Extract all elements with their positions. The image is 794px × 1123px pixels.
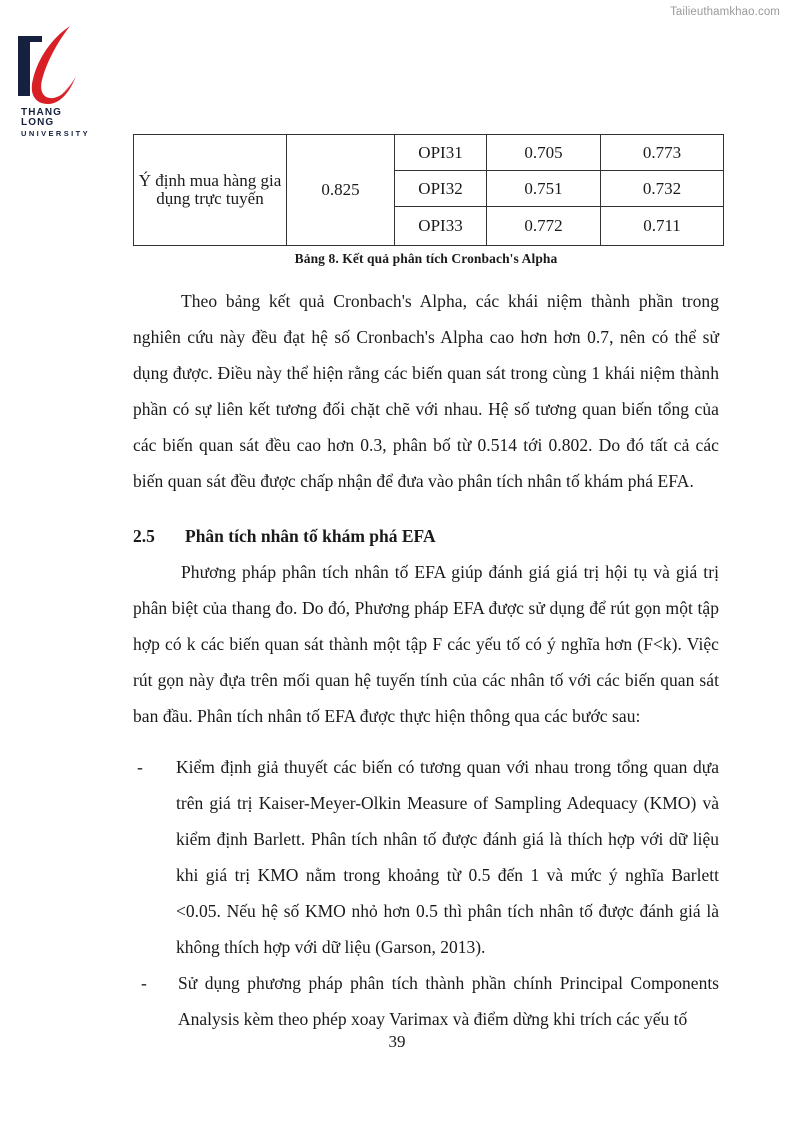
list-item: [133, 749, 719, 965]
section-number: 2.5: [133, 526, 155, 547]
item-value1-cell: 0.751: [487, 171, 601, 207]
logo-line-2: UNIVERSITY: [21, 129, 91, 138]
alpha-value-cell: 0.825: [287, 135, 395, 246]
bullet-dash: -: [137, 756, 143, 777]
thang-long-logo-icon: [8, 24, 90, 112]
item-code-cell: OPI32: [395, 171, 487, 207]
section-heading-efa: [133, 519, 719, 554]
section-title: Phân tích nhân tố khám phá EFA: [185, 526, 436, 547]
paragraph-cronbach-summary: Theo bảng kết quả Cronbach's Alpha, các khái niệm thành phần trong nghiên cứu này đều đạt hệ số Cronbach's Alpha cao hơn hơn 0.7, nên có thể sử dụng được. Điều này thể hiện rằng các biến quan sát trong cùng 1 khái niệm thành phần có sự liên kết tương đối chặt chẽ với nhau. Hệ số tương quan biến tổng của các biến quan sát đều cao hơn 0.3, phân bố từ 0.514 tới 0.802. Do đó tất cả các biến quan sát đều được chấp nhận để đưa vào phân tích nhân tố khám phá EFA.: [133, 291, 719, 492]
watermark-text: Tailieuthamkhao.com: [670, 6, 780, 18]
logo-wordmark: [21, 108, 90, 138]
construct-name-cell: Ý định mua hàng gia dụng trực tuyến: [134, 135, 287, 246]
table-row: [134, 135, 724, 171]
bullet-dash: -: [141, 972, 147, 993]
document-page: [133, 0, 719, 1037]
list-item-text: Kiểm định giả thuyết các biến có tương quan với nhau trong tổng quan dựa trên giá trị Kaiser-Meyer-Olkin Measure of Sampling Adequacy (KMO) và kiểm định Barlett. Phân tích nhân tố được đánh giá là thích hợp với dữ liệu khi giá trị KMO nằm trong khoảng từ 0.5 đến 1 và mức ý nghĩa Barlett <0.05. Nếu hệ số KMO nhỏ hơn 0.5 thì phân tích nhân tố được đánh giá là không thích hợp với dữ liệu (Garson, 2013).: [176, 756, 719, 957]
item-value1-cell: 0.705: [487, 135, 601, 171]
item-value2-cell: 0.732: [601, 171, 724, 207]
page-number: 39: [388, 1032, 406, 1051]
cronbach-alpha-table: [133, 134, 724, 246]
item-value1-cell: 0.772: [487, 207, 601, 246]
table-caption: Bảng 8. Kết quả phân tích Cronbach's Alpha: [294, 251, 558, 266]
item-code-cell: OPI33: [395, 207, 487, 246]
item-code-cell: OPI31: [395, 135, 487, 171]
item-value2-cell: 0.711: [601, 207, 724, 246]
university-logo: [8, 24, 91, 138]
logo-line-1: THANG LONG: [21, 107, 63, 128]
list-item-text: Sử dụng phương pháp phân tích thành phần chính Principal Components Analysis kèm theo phép xoay Varimax và điểm dừng khi trích các yếu tố: [178, 972, 719, 1029]
efa-steps-list: [133, 749, 719, 1037]
paragraph-efa-intro: Phương pháp phân tích nhân tố EFA giúp đánh giá giá trị hội tụ và giá trị phân biệt của thang đo. Do đó, Phương pháp EFA được sử dụng để rút gọn một tập hợp có k các biến quan sát thành một tập F các yếu tố có ý nghĩa hơn (F<k). Việc rút gọn này đựa trên mối quan hệ tuyến tính của các nhân tố với các biến quan sát ban đầu. Phân tích nhân tố EFA được thực hiện thông qua các bước sau:: [133, 562, 719, 727]
list-item: [133, 965, 719, 1037]
item-value2-cell: 0.773: [601, 135, 724, 171]
